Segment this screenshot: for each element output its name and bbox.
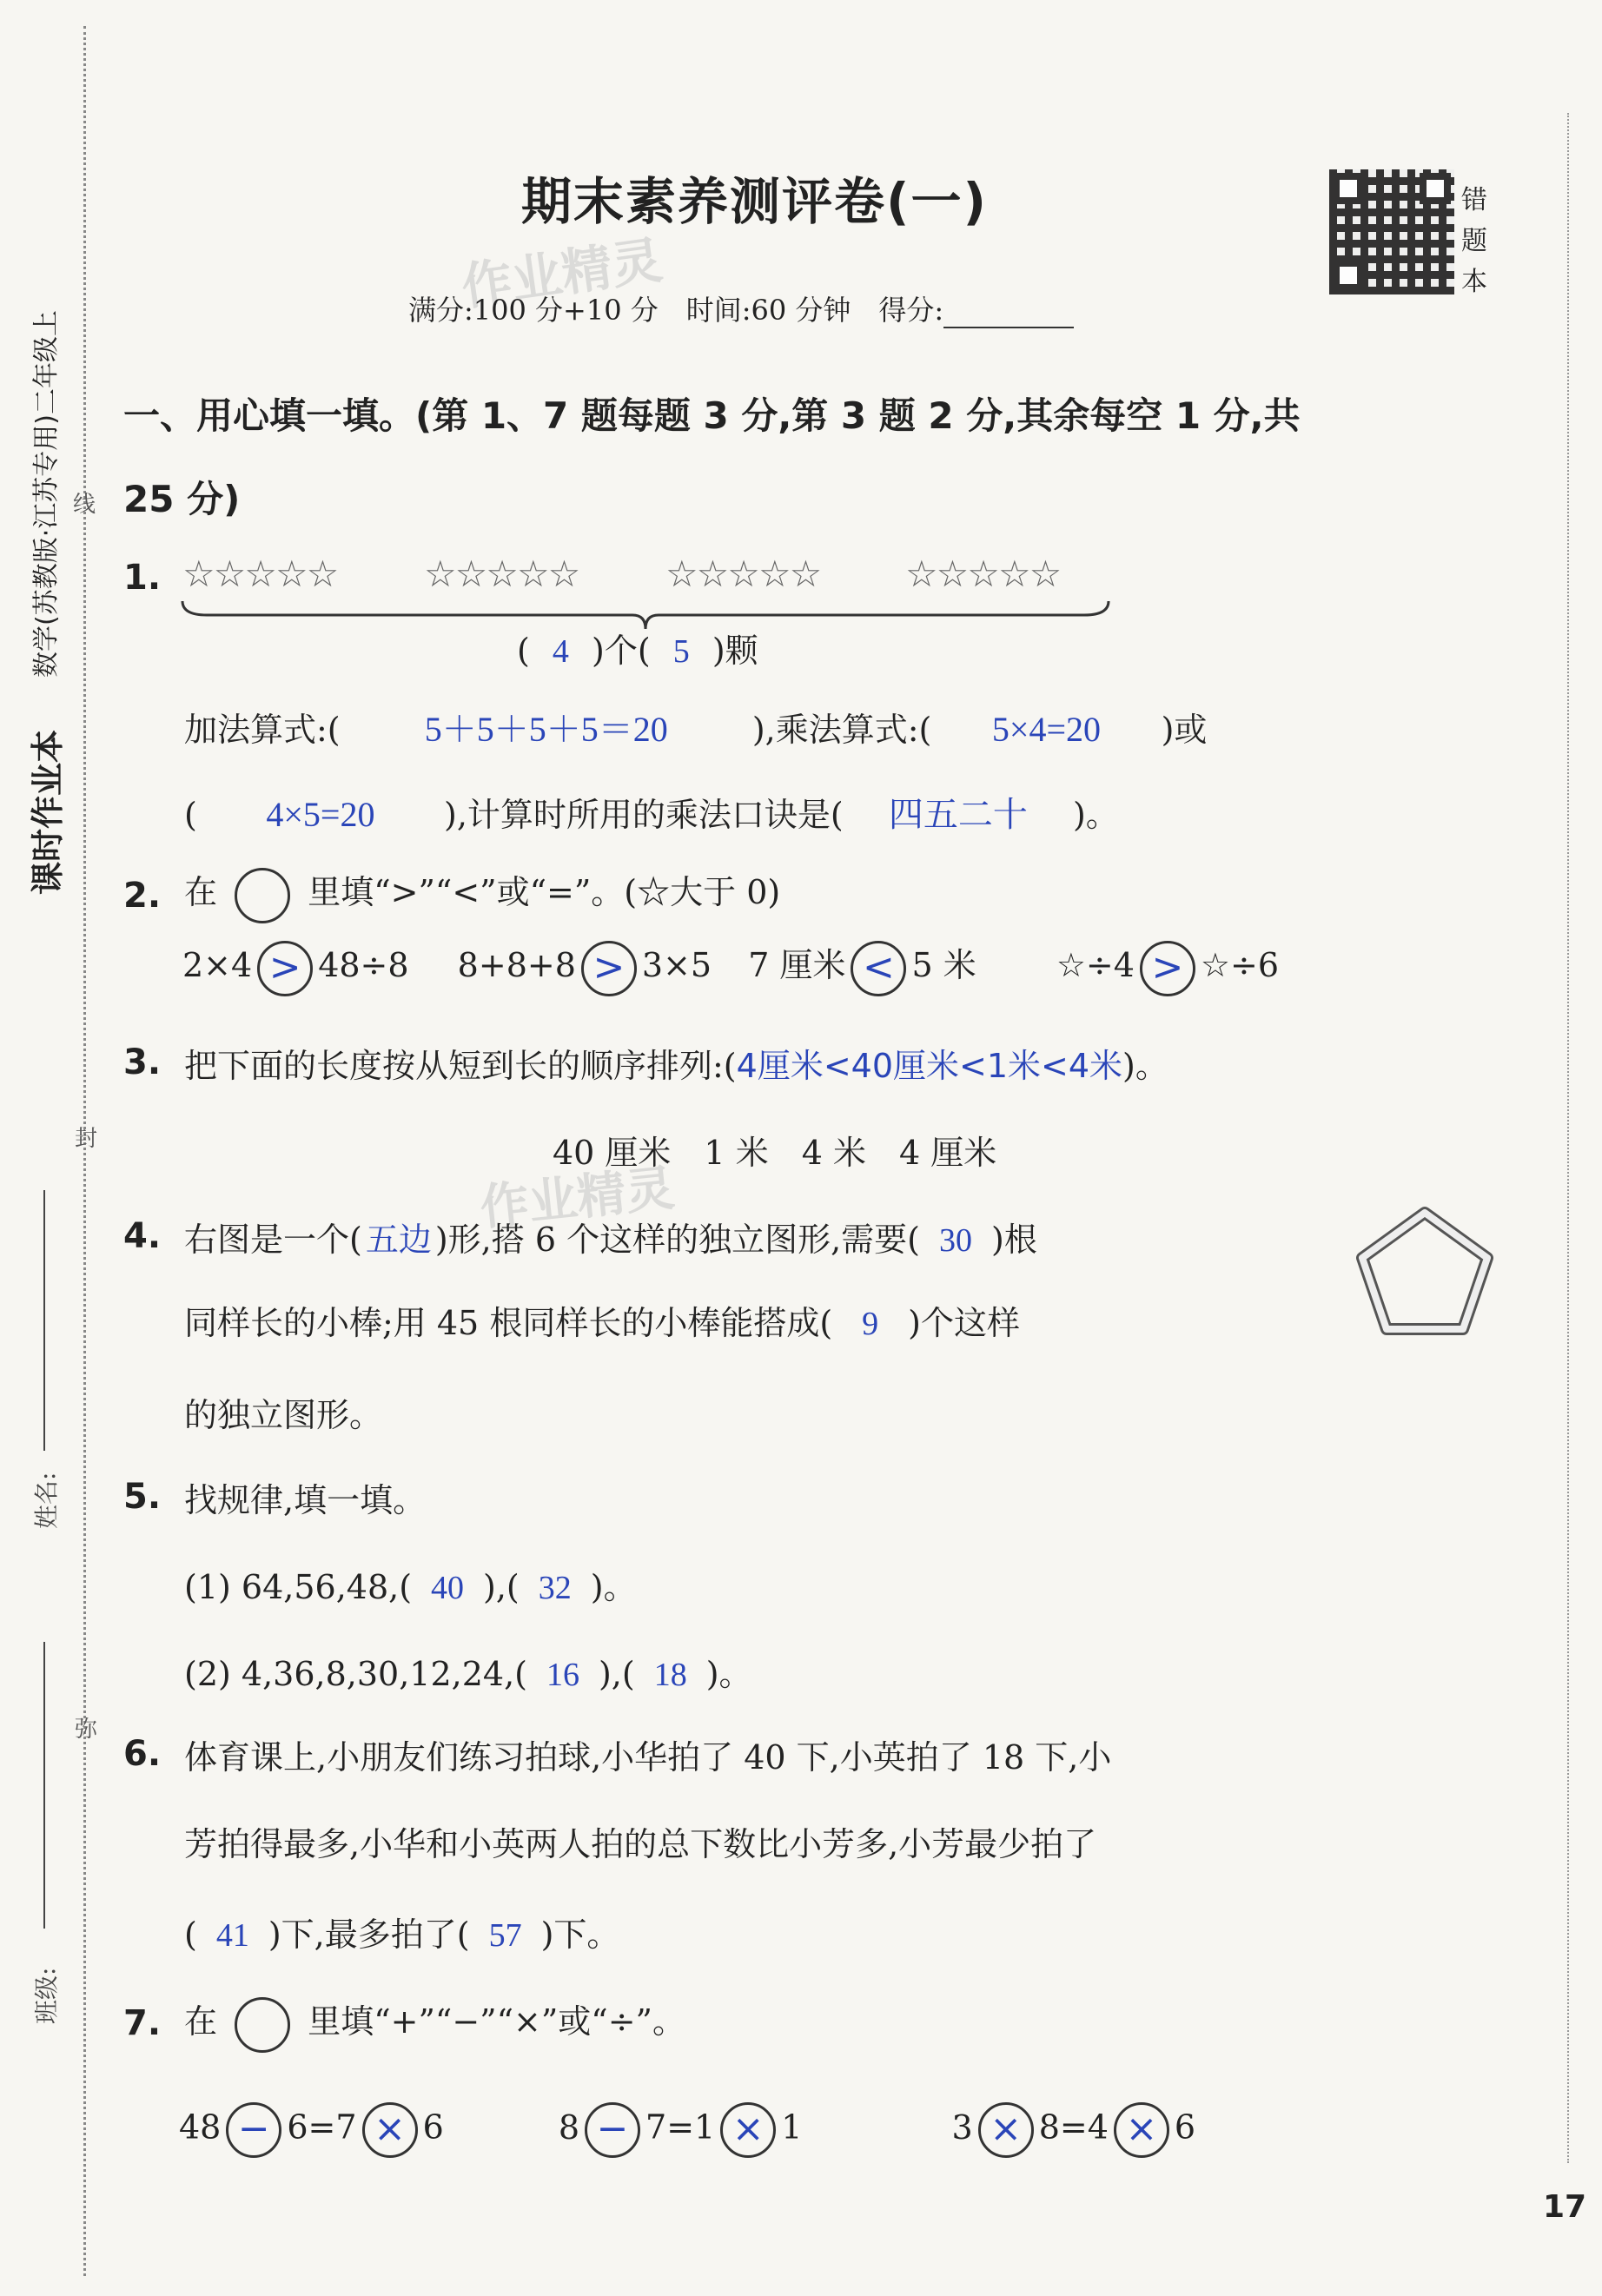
q7-prompt-a: 在 — [184, 2002, 218, 2041]
q4-answer-sticks[interactable]: 30 — [939, 1222, 972, 1259]
q7-g2-op2[interactable]: × — [720, 2102, 776, 2158]
qr-finder-bl — [1333, 260, 1364, 291]
q2-e2-symbol[interactable]: > — [581, 941, 637, 996]
q5-l2-answer-b[interactable]: 18 — [653, 1657, 687, 1693]
q6-answer-min[interactable]: 41 — [215, 1917, 249, 1954]
q2-e3-right: 5 米 — [911, 946, 976, 984]
q2-prompt-b: 里填“>”“<”或“=”。(☆大于 0) — [308, 873, 781, 911]
side-class-label: 班级: — [32, 1967, 61, 2024]
pentagon-inner — [1362, 1213, 1487, 1329]
q4-p2a: 同样长的小棒;用 45 根同样长的小棒能搭成( — [184, 1304, 833, 1342]
q2-e3-left: 7 厘米 — [748, 946, 846, 984]
q1-count-b[interactable]: 5 — [672, 633, 690, 670]
q3-end: )。 — [1122, 1047, 1168, 1085]
q6-line1: 体育课上,小朋友们练习拍球,小华拍了 40 下,小英拍了 18 下,小 — [184, 1738, 1112, 1777]
q2-e4-right: ☆÷6 — [1200, 946, 1279, 984]
qr-label-1: 错 — [1461, 185, 1487, 215]
q5-l2-answer-a[interactable]: 16 — [546, 1657, 579, 1693]
q5-l1-mid: ),( — [483, 1568, 520, 1606]
q6-l3c: )下。 — [540, 1916, 620, 1954]
watermark: 作业精灵 — [458, 230, 666, 317]
q4-answer-shape[interactable]: 五边 — [365, 1221, 432, 1259]
q3-prompt: 把下面的长度按从短到长的顺序排列:( — [184, 1047, 737, 1085]
q2-e1-right: 48÷8 — [318, 946, 409, 984]
q2-prompt — [184, 865, 780, 923]
page-number: 17 — [1543, 2189, 1587, 2225]
q5-line1 — [184, 1560, 637, 1608]
q2-e3-symbol[interactable]: < — [851, 941, 906, 996]
q7-g3-op2[interactable]: × — [1114, 2102, 1169, 2158]
q6-answer-max[interactable]: 57 — [488, 1917, 522, 1954]
q1-mul-answer-2[interactable]: 4×5=20 — [266, 795, 375, 834]
section-title-line1: 一、用心填一填。(第 1、7 题每题 3 分,第 3 题 2 分,其余每空 1 分,共 — [123, 394, 1301, 437]
q2-e1-symbol[interactable]: > — [257, 941, 313, 996]
q7-g3-a: 3 — [951, 2107, 973, 2147]
q1-count-pre: ( — [517, 632, 530, 670]
side-seal2-mark: 弥 — [75, 1717, 98, 1743]
q7-g2-a: 8 — [558, 2107, 580, 2147]
q7-prompt-b: 里填“+”“−”“×”或“÷”。 — [308, 2002, 685, 2041]
score-blank[interactable] — [943, 297, 1074, 328]
q5-l2-mid: ),( — [598, 1655, 635, 1693]
q3-number: 3. — [123, 1042, 162, 1082]
q1-number: 1. — [123, 558, 162, 598]
pentagon-sticks-figure — [1355, 1206, 1494, 1336]
q7-g1-op2[interactable]: × — [362, 2102, 418, 2158]
side-subject: 数学(苏教版·江苏专用)二年级上 — [31, 310, 62, 678]
qr-code[interactable] — [1329, 169, 1454, 294]
q5-l1-end: )。 — [590, 1568, 637, 1606]
q7-g3-b: 8=4 — [1038, 2107, 1109, 2147]
q2-number: 2. — [123, 876, 162, 916]
q7-g2-c: 1 — [781, 2107, 803, 2147]
star-group-3: ☆☆☆☆☆ — [665, 552, 821, 595]
q4-p1a: 右图是一个( — [184, 1221, 362, 1259]
q7-g3-op1[interactable]: × — [978, 2102, 1034, 2158]
qr-finder-tr — [1420, 173, 1451, 204]
q5-line2 — [184, 1647, 752, 1695]
q1-add-answer[interactable]: 5＋5＋5＋5＝20 — [424, 710, 668, 749]
q2-e4-symbol[interactable]: > — [1140, 941, 1195, 996]
section-title-line2: 25 分) — [123, 478, 241, 520]
q7-g1-op1[interactable]: − — [226, 2102, 281, 2158]
q7-number: 7. — [123, 2003, 162, 2043]
q1-rhyme-line — [184, 787, 1119, 837]
q4-line1 — [184, 1213, 1037, 1260]
q5-l2-end: )。 — [705, 1655, 752, 1693]
q5-l1-answer-a[interactable]: 40 — [431, 1570, 465, 1606]
score-info-text: 满分:100 分+10 分 时间:60 分钟 得分: — [408, 294, 944, 327]
q1-count-a[interactable]: 4 — [552, 633, 569, 670]
q2-prompt-a: 在 — [184, 873, 218, 911]
right-dotted-line — [1567, 113, 1569, 2163]
page-title: 期末素养测评卷(一) — [521, 172, 989, 231]
q7-empty-circle — [235, 1997, 290, 2053]
side-line-mark: 线 — [73, 492, 96, 518]
q2-exprs — [182, 938, 1279, 996]
q4-p1b: )形,搭 6 个这样的独立图形,需要( — [434, 1221, 920, 1259]
q4-p1c: )根 — [991, 1221, 1037, 1259]
qr-label-3: 本 — [1461, 267, 1487, 297]
q7-exprs — [179, 2102, 1195, 2158]
name-underline — [43, 1190, 45, 1451]
q4-p2b: )个这样 — [908, 1304, 1020, 1342]
q3-answer[interactable]: 4厘米<40厘米<1米<4米 — [736, 1047, 1123, 1085]
q1-or-label: )或 — [1161, 711, 1208, 749]
star-group-4: ☆☆☆☆☆ — [905, 552, 1061, 595]
q4-number: 4. — [123, 1216, 162, 1256]
q7-g3-c: 6 — [1174, 2107, 1196, 2147]
side-seal-mark: 封 — [75, 1126, 98, 1152]
q2-e1-left: 2×4 — [182, 946, 253, 984]
q1-count-line — [517, 624, 758, 672]
q1-add-label: 加法算式:( — [184, 711, 341, 749]
q5-prompt: 找规律,填一填。 — [184, 1481, 427, 1519]
q2-e4-left: ☆÷4 — [1056, 946, 1135, 984]
q6-line3 — [184, 1908, 619, 1955]
q5-l2-text: (2) 4,36,8,30,12,24,( — [184, 1655, 527, 1693]
qr-finder-tl — [1333, 173, 1364, 204]
q1-rhyme-answer[interactable]: 四五二十 — [888, 795, 1028, 835]
q5-l1-answer-b[interactable]: 32 — [538, 1570, 572, 1606]
score-info — [408, 288, 1074, 328]
q5-l1-text: (1) 64,56,48,( — [184, 1568, 413, 1606]
q1-count-mid: )个( — [592, 632, 651, 670]
q6-number: 6. — [123, 1734, 162, 1774]
q2-empty-circle — [235, 868, 290, 923]
q7-g2-op1[interactable]: − — [585, 2102, 640, 2158]
q2-e2-right: 3×5 — [641, 946, 712, 984]
star-group-2: ☆☆☆☆☆ — [424, 552, 579, 595]
q6-line2: 芳拍得最多,小华和小英两人拍的总下数比小芳多,小芳最少拍了 — [184, 1825, 1097, 1863]
q6-l3b: )下,最多拍了( — [268, 1916, 470, 1954]
q7-g1-a: 48 — [179, 2107, 222, 2147]
watermark-2: 作业精灵 — [477, 1160, 678, 1237]
side-book-name: 课时作业本 — [29, 729, 67, 895]
q6-l3a: ( — [184, 1916, 197, 1954]
q3-prompt-line — [184, 1039, 1168, 1087]
q4-answer-count[interactable]: 9 — [862, 1306, 879, 1342]
q1-rhyme-label: ),计算时所用的乘法口诀是( — [444, 796, 844, 834]
q1-count-post: )颗 — [712, 632, 758, 670]
q5-number: 5. — [123, 1477, 162, 1517]
q4-line2 — [184, 1296, 1020, 1344]
q7-g2-b: 7=1 — [645, 2107, 716, 2147]
q4-line3: 的独立图形。 — [184, 1396, 383, 1434]
class-underline — [43, 1642, 45, 1929]
q2-e2-left: 8+8+8 — [457, 946, 576, 984]
q3-items: 40 厘米 1 米 4 米 4 厘米 — [553, 1134, 997, 1172]
side-name-label: 姓名: — [32, 1472, 61, 1529]
q1-mul-answer[interactable]: 5×4=20 — [991, 710, 1102, 749]
q1-open2: ( — [184, 796, 197, 834]
qr-label-2: 题 — [1461, 226, 1487, 256]
q7-g1-c: 6 — [422, 2107, 444, 2147]
q1-add-line — [184, 702, 1207, 751]
star-group-1: ☆☆☆☆☆ — [182, 552, 338, 595]
q7-g1-b: 6=7 — [287, 2107, 357, 2147]
q1-mul-label: ),乘法算式:( — [751, 711, 932, 749]
q7-prompt — [184, 1995, 685, 2053]
q1-end: )。 — [1072, 796, 1119, 834]
